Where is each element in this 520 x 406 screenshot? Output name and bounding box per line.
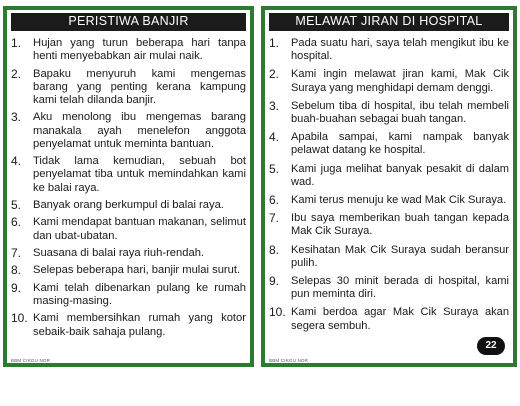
item-number: 10. — [11, 311, 28, 326]
list-item — [269, 68, 509, 94]
list-item — [269, 275, 509, 301]
list-item — [11, 264, 246, 277]
item-text: Kami telah dibenarkan pulang ke rumah masing-masing. — [33, 281, 246, 307]
item-text: Suasana di balai raya riuh-rendah. — [33, 246, 205, 259]
left-card-title: PERISTIWA BANJIR — [11, 13, 246, 31]
item-text: Ibu saya memberikan buah tangan kepada Mak Cik Suraya. — [291, 212, 509, 238]
list-item — [269, 306, 509, 332]
right-sentence-list — [269, 37, 509, 333]
list-item — [11, 312, 246, 338]
item-number: 5. — [269, 161, 280, 176]
left-card-peristiwa-banjir — [3, 6, 254, 367]
item-text: Aku menolong ibu mengemas barang manakala ayah menelefon anggota penyelamat untuk meminta bantuan. — [33, 111, 246, 150]
item-number: 3. — [269, 98, 280, 113]
list-item — [11, 282, 246, 308]
list-item — [11, 68, 246, 108]
item-text: Pada suatu hari, saya telah mengikut ibu ke hospital. — [291, 37, 509, 63]
list-item — [11, 111, 246, 151]
item-number: 2. — [269, 67, 280, 82]
item-number: 8. — [269, 242, 280, 257]
item-number: 1. — [11, 36, 22, 50]
item-number: 9. — [11, 280, 22, 295]
item-text: Kami membersihkan rumah yang kotor sebaik-baik sahaja pulang. — [33, 312, 246, 338]
item-text: Kami ingin melawat jiran kami, Mak Cik Suraya yang menghidapi demam denggi. — [291, 68, 509, 94]
right-card-title: MELAWAT JIRAN DI HOSPITAL — [269, 13, 509, 31]
item-text: Bapaku menyuruh kami mengemas barang yang penting kerana kampung kami telah dilanda banjir. — [33, 67, 246, 106]
list-item — [11, 199, 246, 212]
item-text: Kami terus menuju ke wad Mak Cik Suraya. — [291, 194, 507, 207]
item-number: 5. — [11, 197, 22, 212]
list-item — [11, 155, 246, 195]
list-item — [269, 194, 509, 207]
item-text: Kami berdoa agar Mak Cik Suraya akan segera sembuh. — [291, 306, 509, 332]
item-number: 6. — [269, 193, 280, 208]
item-text: Selepas 30 minit berada di hospital, kami pun meminta diri. — [291, 275, 509, 301]
item-text: Kami juga melihat banyak pesakit di dalam wad. — [291, 162, 509, 188]
item-number: 7. — [11, 245, 22, 260]
item-number: 9. — [269, 274, 280, 289]
item-number: 4. — [269, 130, 280, 145]
left-footer-credit: BBM CIKGU NOR — [11, 358, 51, 363]
list-item — [269, 244, 509, 270]
item-number: 4. — [11, 154, 22, 169]
item-text: Tidak lama kemudian, sebuah bot penyelamat tiba untuk memindahkan kami ke balai raya. — [33, 155, 246, 194]
item-text: Hujan yang turun beberapa hari tanpa henti menyebabkan air mulai naik. — [33, 37, 246, 63]
list-item — [11, 216, 246, 242]
item-number: 3. — [11, 110, 22, 125]
right-footer-credit: BBM CIKGU NOR — [269, 358, 309, 363]
item-number: 6. — [11, 215, 22, 230]
item-text: Selepas beberapa hari, banjir mulai surut. — [33, 264, 241, 277]
right-card-melawat-jiran — [261, 6, 517, 367]
item-number: 2. — [11, 66, 22, 81]
item-number: 1. — [269, 36, 280, 50]
page-number-badge: 22 — [477, 337, 505, 355]
item-text: Kesihatan Mak Cik Suraya sudah beransur pulih. — [291, 243, 509, 269]
item-text: Banyak orang berkumpul di balai raya. — [33, 198, 224, 211]
item-text: Sebelum tiba di hospital, ibu telah membeli buah-buahan sebagai buah tangan. — [291, 99, 509, 126]
item-text: Kami mendapat bantuan makanan, selimut dan ubat-ubatan. — [33, 216, 246, 242]
list-item — [11, 37, 246, 63]
item-number: 10. — [269, 305, 286, 320]
list-item — [269, 37, 509, 63]
item-number: 8. — [11, 263, 22, 278]
list-item — [11, 247, 246, 260]
item-number: 7. — [269, 211, 280, 226]
left-sentence-list — [11, 37, 246, 339]
list-item — [269, 163, 509, 189]
list-item — [269, 212, 509, 238]
item-text: Apabila sampai, kami nampak banyak pelawat datang ke hospital. — [291, 131, 509, 157]
list-item — [269, 100, 509, 126]
list-item — [269, 131, 509, 157]
